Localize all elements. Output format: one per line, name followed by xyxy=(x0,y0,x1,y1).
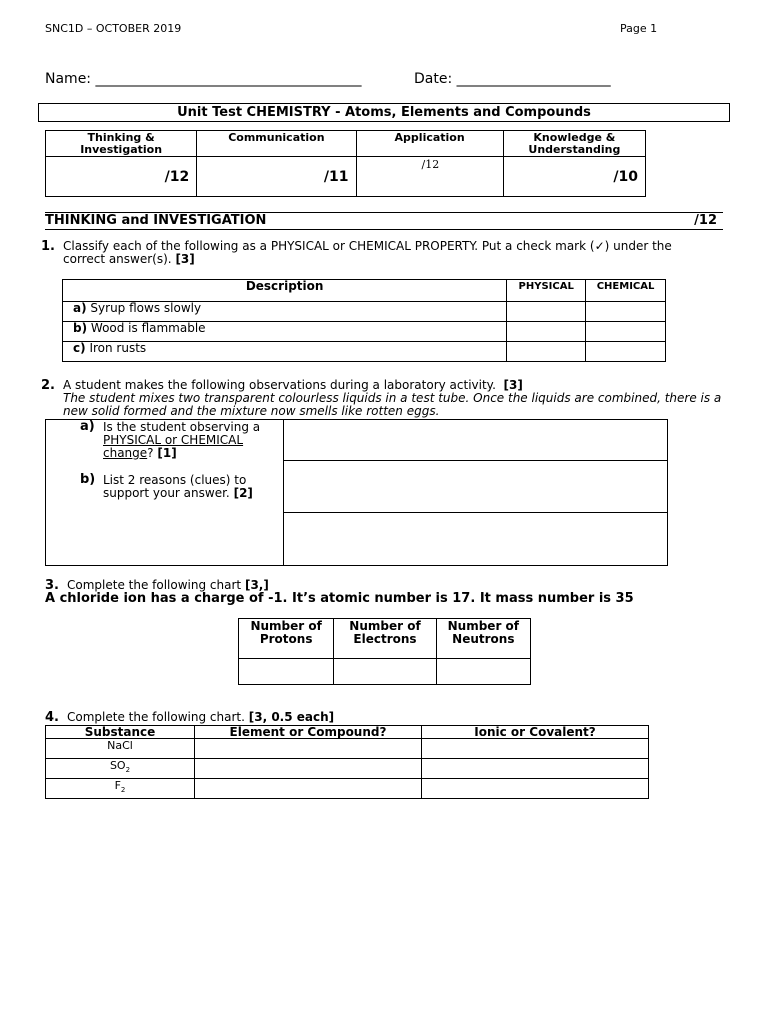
q2-b-answers xyxy=(283,461,667,566)
q1-header-physical: PHYSICAL xyxy=(507,280,586,302)
q2-marks: [3] xyxy=(503,378,523,392)
q1-a-physical-cell[interactable] xyxy=(507,302,586,322)
score-table xyxy=(45,130,646,197)
score-application[interactable]: /12 xyxy=(356,157,503,197)
q1-row-b: b) Wood is flammable xyxy=(63,322,507,342)
q3-protons-answer[interactable] xyxy=(239,659,334,685)
q2-b-letter: b) xyxy=(80,472,96,487)
q2-a-text: Is the student observing a PHYSICAL or CHEMICAL change? [1] xyxy=(103,420,261,460)
q1-header-description: Description xyxy=(63,280,507,302)
name-field[interactable]: Name: ______________________________________ xyxy=(45,71,362,87)
score-header-application: Application xyxy=(356,131,503,157)
q1-number: 1. xyxy=(41,239,55,254)
section-title: THINKING and INVESTIGATION xyxy=(45,213,267,228)
q4-header-substance: Substance xyxy=(46,726,195,739)
q4-so2-element-compound[interactable] xyxy=(195,759,422,779)
q4-substance-nacl: NaCl xyxy=(46,739,195,759)
q4-number: 4. xyxy=(45,710,59,725)
q2-b-text: List 2 reasons (clues) to support your answer. [2] xyxy=(103,473,253,500)
q4-table xyxy=(45,725,649,799)
score-header-thinking: Thinking & Investigation xyxy=(46,131,197,157)
table-row xyxy=(63,302,666,322)
q1-b-physical-cell[interactable] xyxy=(507,322,586,342)
q1-c-chemical-cell[interactable] xyxy=(586,342,666,362)
q3-table xyxy=(238,618,531,685)
q2-table xyxy=(45,419,668,566)
score-header-knowledge: Knowledge & Understanding xyxy=(503,131,645,157)
page-number: Page 1 xyxy=(620,22,658,35)
q1-header-chemical: CHEMICAL xyxy=(586,280,666,302)
course-header: SNC1D – OCTOBER 2019 xyxy=(45,22,182,35)
q2-b-answer-1[interactable] xyxy=(284,461,667,513)
q2-prompts-cell xyxy=(46,420,284,566)
q1-a-chemical-cell[interactable] xyxy=(586,302,666,322)
q2-b-answer-2[interactable] xyxy=(284,513,667,565)
q1-b-chemical-cell[interactable] xyxy=(586,322,666,342)
score-knowledge[interactable]: /10 xyxy=(503,157,645,197)
q4-header-ionic-covalent: Ionic or Covalent? xyxy=(422,726,649,739)
q4-header-element-compound: Element or Compound? xyxy=(195,726,422,739)
q2-question: A student makes the following observations during a laboratory activity. xyxy=(63,378,496,392)
q1-question: Classify each of the following as a PHYSICAL or CHEMICAL PROPERTY. Put a check mark (✓) under the correct answer(s). xyxy=(63,239,672,266)
q3-header-neutrons: Number of Neutrons xyxy=(436,619,530,659)
q4-substance-so2: $SO_2$ xyxy=(46,759,195,779)
q4-nacl-ionic-covalent[interactable] xyxy=(422,739,649,759)
q2-observation: The student mixes two transparent colourless liquids in a test tube. Once the liquids are combined, there is a new solid formed and the mixture now smells like rotten eggs. xyxy=(63,391,722,418)
q2-a-answer[interactable] xyxy=(283,420,667,461)
table-row xyxy=(46,759,649,779)
section-points: /12 xyxy=(694,213,717,228)
q4-f2-element-compound[interactable] xyxy=(195,779,422,799)
table-row xyxy=(46,779,649,799)
table-row xyxy=(63,322,666,342)
q3-neutrons-answer[interactable] xyxy=(436,659,530,685)
q1-c-physical-cell[interactable] xyxy=(507,342,586,362)
q1-table xyxy=(62,279,666,362)
q3-number: 3. xyxy=(45,578,59,593)
q4-nacl-element-compound[interactable] xyxy=(195,739,422,759)
q3-header-electrons: Number of Electrons xyxy=(334,619,436,659)
q4-text: Complete the following chart. [3, 0.5 each] xyxy=(67,710,335,724)
q1-text xyxy=(63,240,713,266)
q3-text: Complete the following chart [3,] xyxy=(67,578,269,592)
q2-text xyxy=(63,379,723,418)
score-communication[interactable]: /11 xyxy=(197,157,356,197)
q3-header-protons: Number of Protons xyxy=(239,619,334,659)
q1-row-c: c) Iron rusts xyxy=(63,342,507,362)
date-field[interactable]: Date: ______________________ xyxy=(414,71,611,87)
q2-a-letter: a) xyxy=(80,419,95,434)
q3-statement: A chloride ion has a charge of -1. It’s atomic number is 17. It mass number is 35 xyxy=(45,591,634,606)
test-title: Unit Test CHEMISTRY - Atoms, Elements and Compounds xyxy=(38,103,730,122)
score-thinking[interactable]: /12 xyxy=(46,157,197,197)
q4-f2-ionic-covalent[interactable] xyxy=(422,779,649,799)
q1-marks: [3] xyxy=(175,252,195,266)
q1-row-a: a) Syrup flows slowly xyxy=(63,302,507,322)
section-header xyxy=(45,212,723,230)
q2-number: 2. xyxy=(41,378,55,393)
table-row xyxy=(46,739,649,759)
q4-substance-f2: $F_2$ xyxy=(46,779,195,799)
score-header-communication: Communication xyxy=(197,131,356,157)
q4-so2-ionic-covalent[interactable] xyxy=(422,759,649,779)
table-row xyxy=(63,342,666,362)
q3-electrons-answer[interactable] xyxy=(334,659,436,685)
